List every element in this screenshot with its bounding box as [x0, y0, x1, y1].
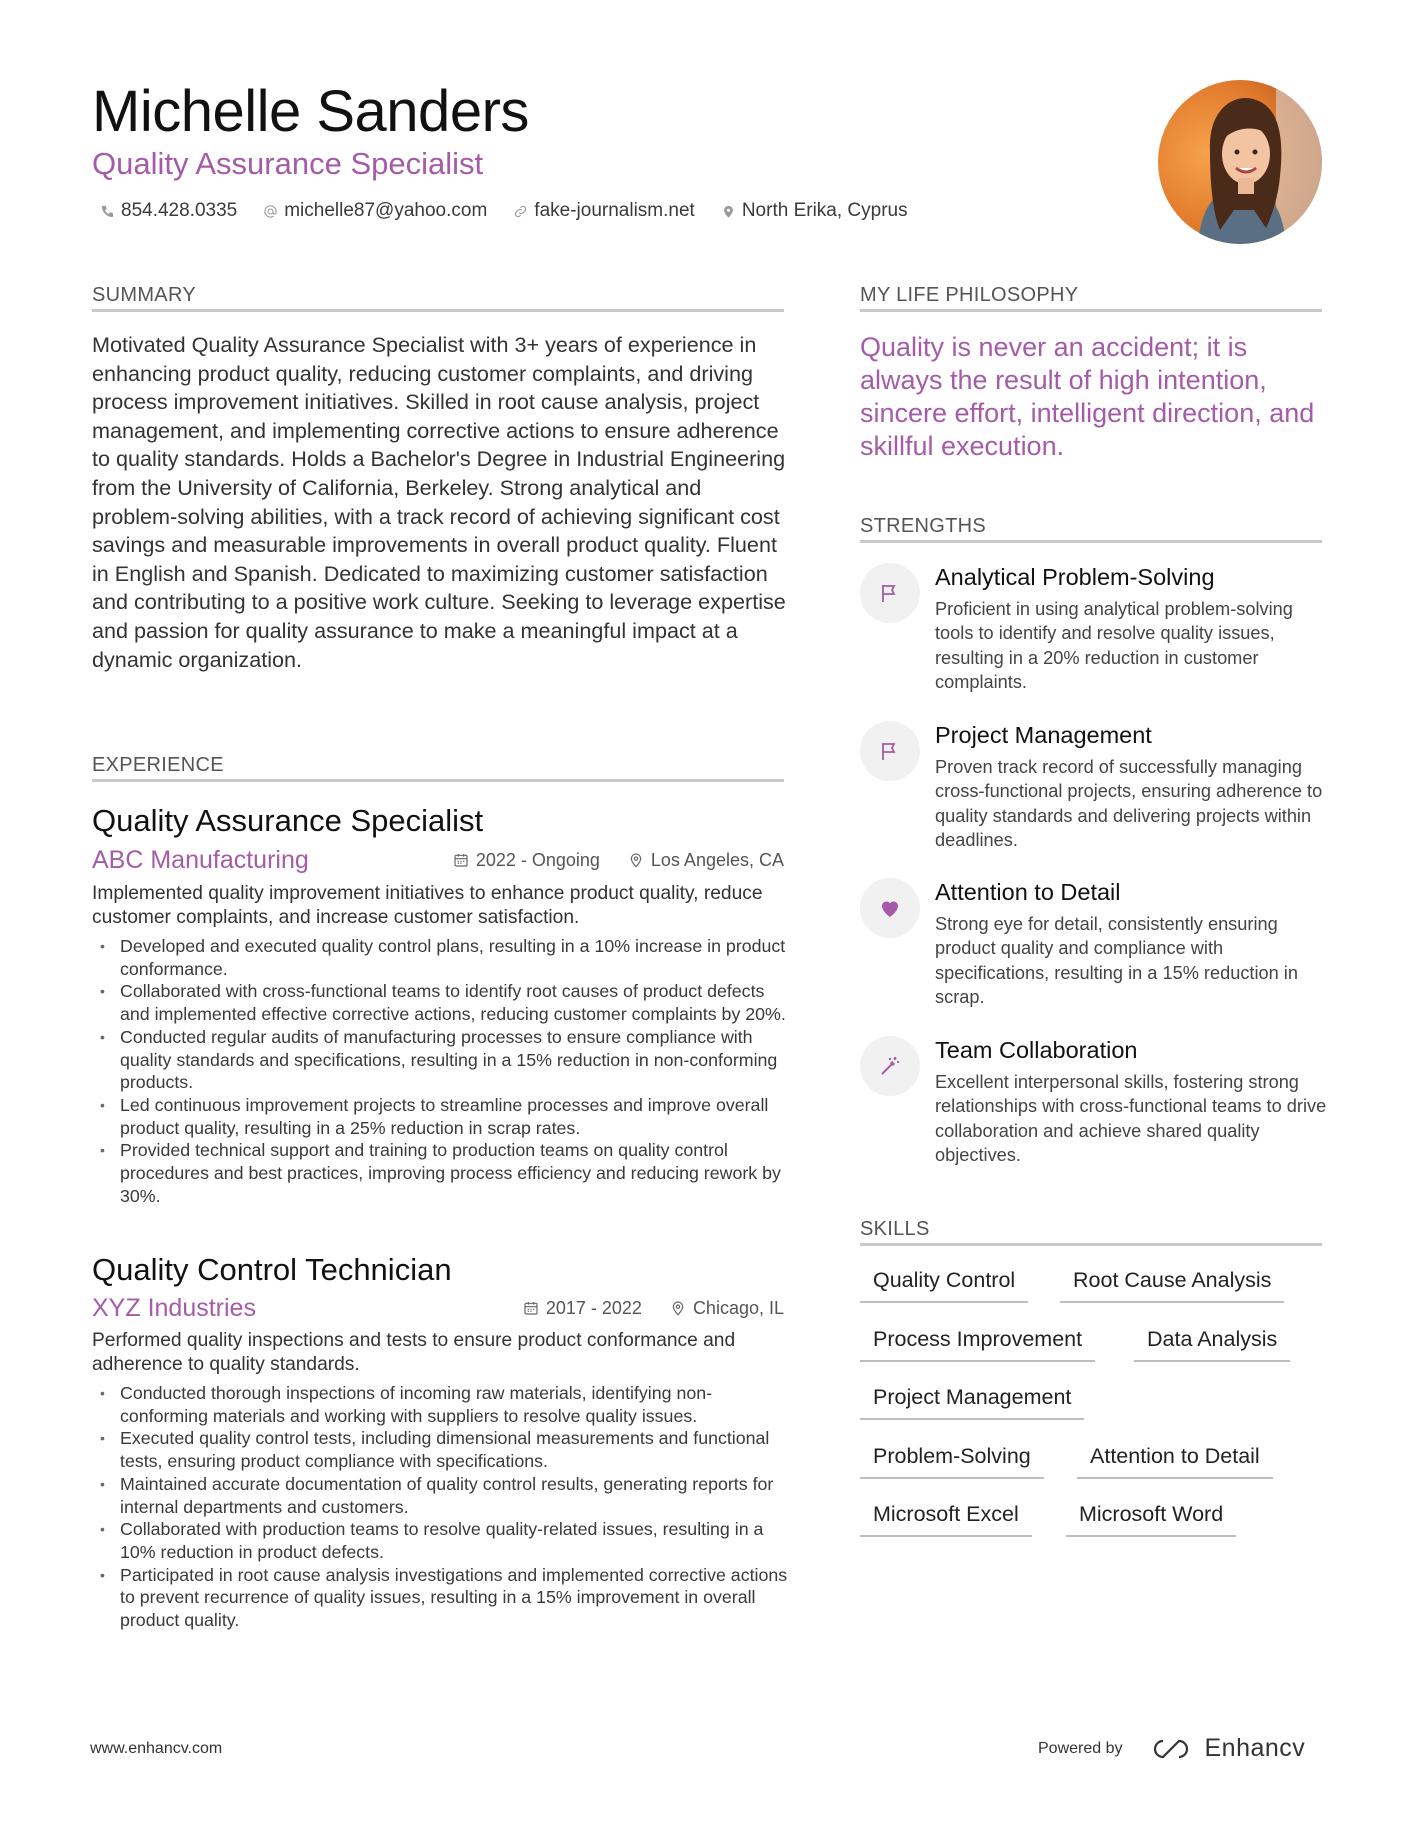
skill-tag: Problem-Solving — [860, 1441, 1044, 1479]
skill-tag: Project Management — [860, 1382, 1084, 1420]
list-item: • Executed quality control tests, including dimensional measurements and functional tests, ensuring product compliance with specifications. — [92, 1427, 792, 1472]
experience-heading: EXPERIENCE — [92, 753, 784, 782]
brand-name: Enhancv — [1204, 1734, 1306, 1762]
skill-tag: Root Cause Analysis — [1060, 1265, 1284, 1303]
enhancv-logo-icon — [1149, 1737, 1195, 1761]
candidate-title: Quality Assurance Specialist — [92, 146, 484, 181]
list-item: • Provided technical support and training to production teams on quality control procedures and best practices, improving process efficiency and reducing rework by 30%. — [92, 1139, 792, 1207]
list-item: • Conducted regular audits of manufacturing processes to ensure compliance with quality standards and specifications, resulting in a 15% reduction in non-conforming products. — [92, 1026, 792, 1094]
list-item: • Conducted thorough inspections of incoming raw materials, identifying non-conforming materials and working with suppliers to resolve quality issues. — [92, 1382, 792, 1427]
contact-website[interactable] — [513, 200, 695, 222]
at-icon — [263, 204, 278, 219]
strengths-heading: STRENGTHS — [860, 514, 1322, 543]
link-icon — [513, 204, 528, 219]
candidate-name: Michelle Sanders — [92, 79, 529, 144]
list-item: • Collaborated with production teams to resolve quality-related issues, resulting in a 10% reduction in product defects. — [92, 1518, 792, 1563]
strength-description: Excellent interpersonal skills, fostering strong relationships with cross-functional teams to drive collaboration and achieve shared quality objectives. — [935, 1072, 1327, 1165]
job-dates: 2022 - Ongoing — [453, 850, 600, 871]
skill-tag: Microsoft Word — [1066, 1499, 1236, 1537]
website-text: fake-journalism.net — [534, 200, 695, 221]
job-meta-row — [92, 845, 784, 875]
list-item: • Led continuous improvement projects to streamline processes and improve overall product quality, resulting in a 25% reduction in scrap rates. — [92, 1094, 792, 1139]
job-dates: 2017 - 2022 — [523, 1298, 642, 1319]
company-name: ABC Manufacturing — [92, 845, 309, 874]
list-item: • Collaborated with cross-functional teams to identify root causes of product defects and implemented effective corrective actions, reducing customer complaints by 20%. — [92, 980, 792, 1025]
contact-location — [721, 200, 908, 222]
list-item: • Developed and executed quality control plans, resulting in a 10% increase in product conformance. — [92, 935, 792, 980]
location-pin-icon — [670, 1300, 686, 1316]
email-text: michelle87@yahoo.com — [284, 200, 488, 221]
strength-title: Project Management — [935, 722, 1152, 748]
location-pin-icon — [628, 852, 644, 868]
calendar-icon — [453, 852, 469, 868]
strength-description: Strong eye for detail, consistently ensuring product quality and compliance with specifications, resulting in a 15% reduction in scrap. — [935, 914, 1298, 1007]
job-meta-row — [92, 1293, 784, 1323]
skill-tag: Microsoft Excel — [860, 1499, 1032, 1537]
flag-icon — [878, 581, 902, 605]
job-title: Quality Assurance Specialist — [92, 803, 484, 838]
location-pin-icon — [721, 204, 736, 219]
company-name: XYZ Industries — [92, 1293, 256, 1322]
contact-phone — [100, 200, 237, 222]
list-item: • Maintained accurate documentation of quality control results, generating reports for internal departments and customers. — [92, 1473, 792, 1518]
location-text: North Erika, Cyprus — [741, 200, 908, 221]
footer-website[interactable]: www.enhancv.com — [90, 1740, 223, 1757]
philosophy-heading: MY LIFE PHILOSOPHY — [860, 283, 1322, 312]
phone-text: 854.428.0335 — [121, 200, 238, 221]
heart-icon — [878, 896, 902, 920]
list-item: • Participated in root cause analysis investigations and implemented corrective actions to prevent recurrence of quality issues, resulting in a 15% improvement in overall product quality. — [92, 1564, 792, 1632]
strength-title: Analytical Problem-Solving — [935, 564, 1215, 590]
skill-tag: Quality Control — [860, 1265, 1028, 1303]
skill-tag: Attention to Detail — [1077, 1441, 1273, 1479]
job-location: Chicago, IL — [670, 1298, 784, 1319]
footer-branding — [1038, 1734, 1305, 1763]
job-title: Quality Control Technician — [92, 1252, 452, 1287]
summary-heading: SUMMARY — [92, 283, 784, 312]
magic-wand-icon — [878, 1054, 902, 1078]
strength-description: Proficient in using analytical problem-solving tools to identify and resolve quality issues, resulting in a 20% reduction in customer complaints. — [935, 599, 1293, 692]
strength-title: Attention to Detail — [935, 879, 1121, 905]
contact-row — [100, 198, 934, 224]
calendar-icon — [523, 1300, 539, 1316]
strength-description: Proven track record of successfully managing cross-functional projects, ensuring adherence to quality standards and delivering projects within deadlines. — [935, 757, 1323, 850]
summary-text: Motivated Quality Assurance Specialist with 3+ years of experience in enhancing product quality, reducing customer complaints, and driving process improvement initiatives. Skilled in root cause analysis, project management, and implementing corrective actions to ensure adherence to quality standards. Holds a Bachelor's Degree in Industrial Engineering from the University of California, Berkeley. Strong analytical and problem-solving abilities, with a track record of achieving significant cost savings and measurable improvements in overall product quality. Fluent in English and Spanish. Dedicated to maximizing customer satisfaction and contributing to a positive work culture. Seeking to leverage expertise and passion for quality assurance to make a meaningful impact at a dynamic organization. — [92, 332, 786, 672]
powered-by-text: Powered by — [1038, 1739, 1123, 1757]
contact-email[interactable] — [263, 200, 487, 222]
job-bullets — [92, 935, 792, 1207]
skill-tag: Process Improvement — [860, 1324, 1095, 1362]
skill-tag: Data Analysis — [1134, 1324, 1290, 1362]
avatar — [1158, 80, 1322, 244]
flag-icon — [878, 739, 902, 763]
strength-title: Team Collaboration — [935, 1037, 1138, 1063]
philosophy-quote: Quality is never an accident; it is always the result of high intention, sincere effort, intelligent direction, and skillful execution. — [860, 332, 1315, 461]
phone-icon — [100, 204, 115, 219]
skills-heading: SKILLS — [860, 1217, 1322, 1246]
job-bullets — [92, 1382, 792, 1632]
job-description: Performed quality inspections and tests to ensure product conformance and adherence to quality standards. — [92, 1330, 736, 1376]
job-location: Los Angeles, CA — [628, 850, 784, 871]
job-description: Implemented quality improvement initiatives to enhance product quality, reduce customer complaints, and increase customer satisfaction. — [92, 883, 763, 929]
